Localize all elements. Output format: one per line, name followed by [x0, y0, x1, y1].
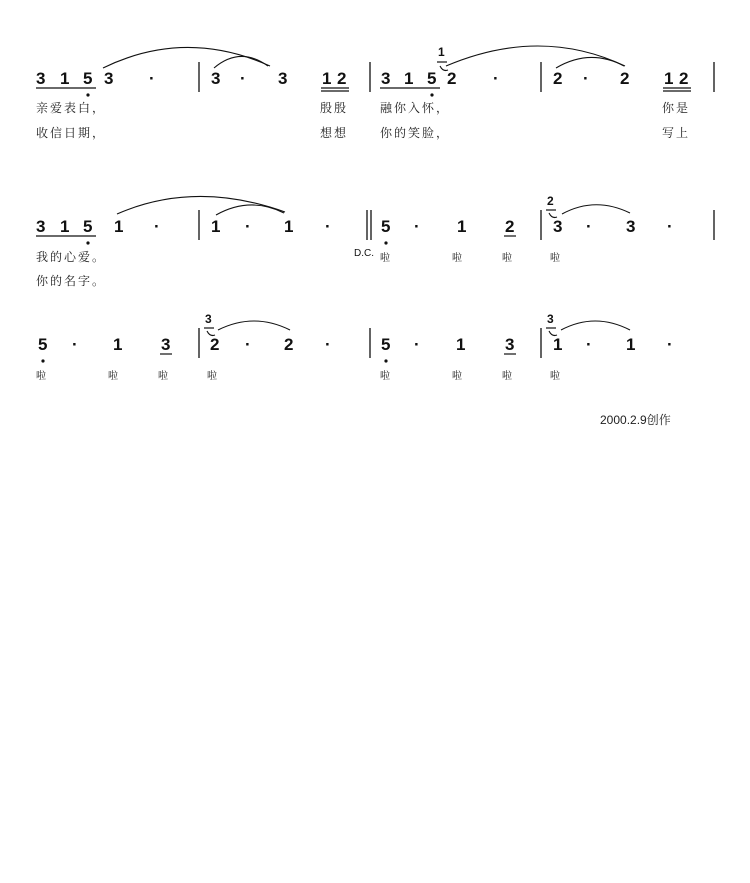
duration-dot: ·	[414, 335, 420, 354]
grace-note: 3	[547, 312, 554, 326]
note: 2	[447, 69, 457, 88]
syllable: 啦	[452, 253, 462, 264]
slur	[562, 205, 630, 214]
lower-octave-dot	[384, 359, 387, 362]
note: 3	[161, 335, 171, 354]
note: 1	[284, 217, 294, 236]
note: 5	[83, 69, 93, 88]
duration-dot: ·	[493, 69, 499, 88]
note: 1	[664, 69, 674, 88]
slur	[556, 57, 624, 68]
note: 1	[404, 69, 414, 88]
lyric: 写上	[662, 126, 691, 140]
composition-date: 2000.2.9创作	[600, 413, 671, 427]
note: 2	[553, 69, 563, 88]
duration-dot: ·	[325, 217, 331, 236]
lyric: 收信日期，	[36, 126, 107, 140]
note: 5	[381, 217, 391, 236]
duration-dot: ·	[667, 217, 673, 236]
grace-note: 3	[205, 312, 212, 326]
note: 5	[427, 69, 437, 88]
slur	[216, 205, 284, 215]
lyric: 你是	[662, 101, 691, 115]
note: 1	[456, 335, 466, 354]
note: 3	[505, 335, 515, 354]
staff-line-3	[36, 312, 673, 382]
duration-dot: ·	[414, 217, 420, 236]
note: 1	[114, 217, 124, 236]
note: 2	[620, 69, 630, 88]
note: 3	[36, 69, 46, 88]
lower-octave-dot	[41, 359, 44, 362]
syllable: 啦	[380, 253, 390, 264]
lyric: 想想	[320, 126, 349, 140]
lyric: 你的笑脸，	[380, 126, 451, 140]
lyric: 融你入怀，	[380, 101, 451, 115]
lower-octave-dot	[384, 241, 387, 244]
syllable: 啦	[550, 371, 560, 382]
note: 3	[381, 69, 391, 88]
note: 2	[284, 335, 294, 354]
note: 3	[278, 69, 288, 88]
dc-marker: D.C.	[354, 248, 374, 259]
grace-note: 2	[547, 194, 554, 208]
duration-dot: ·	[245, 217, 251, 236]
duration-dot: ·	[583, 69, 589, 88]
note: 5	[83, 217, 93, 236]
grace-note: 1	[438, 45, 445, 59]
note: 2	[337, 69, 347, 88]
duration-dot: ·	[586, 335, 592, 354]
note: 3	[36, 217, 46, 236]
syllable: 啦	[502, 253, 512, 264]
duration-dot: ·	[586, 217, 592, 236]
syllable: 啦	[108, 371, 118, 382]
syllable: 啦	[502, 371, 512, 382]
duration-dot: ·	[149, 69, 155, 88]
lower-octave-dot	[86, 93, 89, 96]
note: 2	[210, 335, 220, 354]
syllable: 啦	[380, 371, 390, 382]
note: 3	[553, 217, 563, 236]
syllable: 啦	[452, 371, 462, 382]
slur	[446, 46, 625, 66]
syllable: 啦	[158, 371, 168, 382]
duration-dot: ·	[154, 217, 160, 236]
note: 1	[113, 335, 123, 354]
staff-line-1	[36, 45, 714, 140]
note: 2	[679, 69, 689, 88]
note: 1	[322, 69, 332, 88]
lyric: 殷殷	[320, 101, 349, 115]
duration-dot: ·	[325, 335, 331, 354]
duration-dot: ·	[240, 69, 246, 88]
lower-octave-dot	[430, 93, 433, 96]
slur	[218, 321, 290, 330]
note: 1	[457, 217, 467, 236]
syllable: 啦	[207, 371, 217, 382]
note: 5	[38, 335, 48, 354]
note: 1	[626, 335, 636, 354]
note: 1	[211, 217, 221, 236]
duration-dot: ·	[667, 335, 673, 354]
lyric: 亲爱表白，	[36, 101, 107, 115]
syllable: 啦	[550, 253, 560, 264]
duration-dot: ·	[72, 335, 78, 354]
note: 1	[553, 335, 563, 354]
lyric: 我的心爱。	[36, 250, 107, 264]
note: 3	[104, 69, 114, 88]
slur	[103, 47, 270, 68]
note: 5	[381, 335, 391, 354]
staff-line-2	[36, 194, 714, 288]
syllable: 啦	[36, 371, 46, 382]
duration-dot: ·	[245, 335, 251, 354]
note: 3	[211, 69, 221, 88]
note: 1	[60, 69, 70, 88]
note: 1	[60, 217, 70, 236]
slur	[561, 321, 630, 330]
note: 3	[626, 217, 636, 236]
lyric: 你的名字。	[36, 274, 107, 288]
note: 2	[505, 217, 515, 236]
lower-octave-dot	[86, 241, 89, 244]
